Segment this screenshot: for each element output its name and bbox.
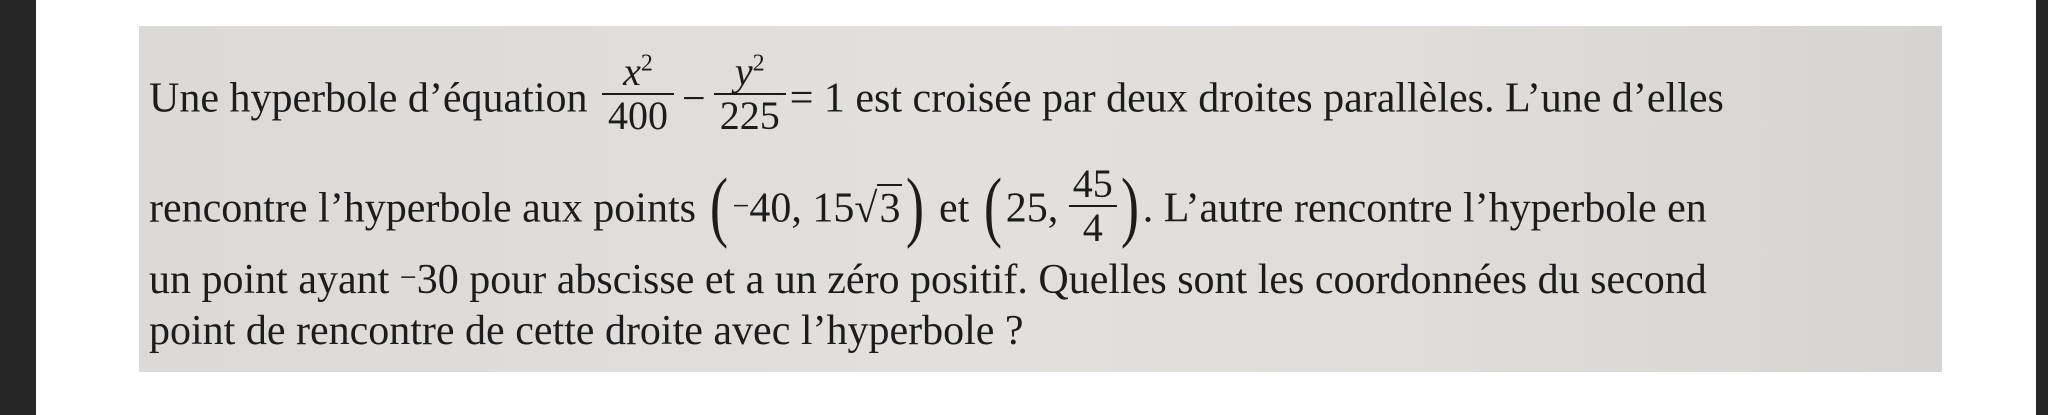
square-root [854, 185, 902, 232]
line2-rest: . L’autre rencontre l’hyperbole en [1142, 185, 1707, 232]
sqrt-symbol: √ [854, 185, 878, 232]
intro-text: un point ayant [149, 257, 390, 303]
paren-open: ( [983, 162, 1002, 249]
problem-line-4 [149, 310, 1024, 352]
line3-text: 30 pour abscisse et a un zéro positif. Quelles sont les coordonnées du second [416, 257, 1707, 303]
paren-open: ( [710, 162, 729, 249]
fraction-x-squared-over-400 [602, 51, 674, 137]
point2-x: 25, [1005, 185, 1059, 232]
radicand: 3 [879, 185, 901, 232]
problem-line-2 [149, 161, 1707, 255]
negative-sign: − [399, 261, 417, 294]
numerator-45: 45 [1069, 163, 1117, 207]
problem-photo [139, 26, 1942, 372]
paren-close: ) [1120, 162, 1139, 249]
exponent: 2 [752, 50, 765, 77]
negative-sign: − [732, 189, 750, 223]
denominator-225: 225 [719, 93, 780, 138]
denominator-400: 400 [608, 93, 669, 138]
variable-x: x [623, 49, 641, 94]
intro-text: Une hyperbole d’équation [149, 75, 588, 122]
fraction-y-squared-over-225 [714, 51, 786, 137]
variable-y: y [734, 49, 753, 94]
denominator-4: 4 [1082, 205, 1103, 250]
problem-line-1 [149, 49, 1724, 145]
line4-text: point de rencontre de cette droite avec l’hyperbole ? [149, 308, 1024, 354]
intro-text: rencontre l’hyperbole aux points [149, 185, 696, 232]
line1-rest: est croisée par deux droites parallèles. L’une d’elles [855, 75, 1724, 122]
paren-close: ) [906, 162, 925, 249]
exponent: 2 [640, 50, 653, 77]
equals-one: = 1 [789, 75, 845, 122]
screen-frame [36, 0, 2036, 415]
connector-et: et [938, 185, 970, 232]
point1-coordinates: 40, 15 [749, 185, 855, 232]
fraction-45-over-4 [1069, 163, 1117, 249]
minus-sign: − [682, 75, 706, 122]
problem-line-3 [149, 259, 1707, 301]
